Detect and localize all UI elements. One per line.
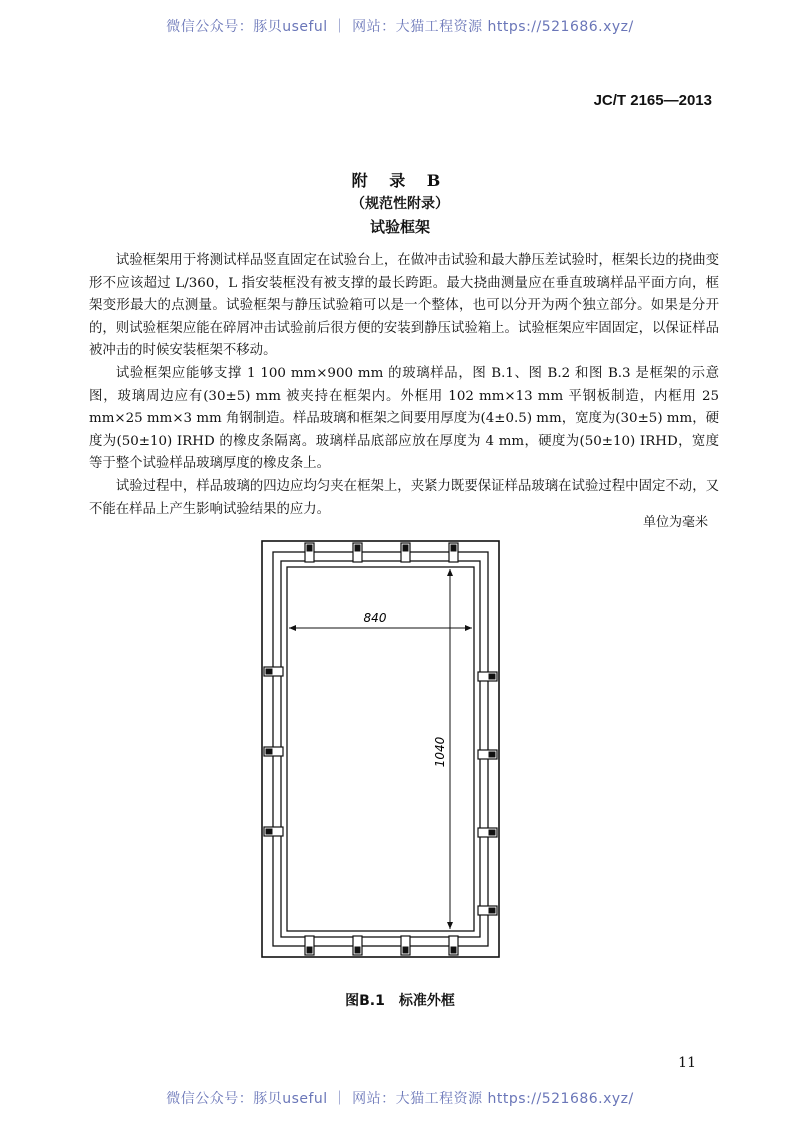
- clamp-left-2: [264, 747, 283, 756]
- clamp-right-3: [478, 828, 497, 837]
- figure-caption: 图B.1 标准外框: [345, 993, 455, 1009]
- clamp-top-2: [353, 543, 362, 562]
- clamp-top-1: [305, 543, 314, 562]
- height-dimension-label: 1040: [433, 736, 447, 768]
- clamp-bottom-3: [401, 936, 410, 955]
- paragraph-2: 试验框架应能够支撑 1 100 mm×900 mm 的玻璃样品，图 B.1、图 B.2 和图 B.3 是框架的示意图，玻璃周边应有(30±5) mm 被夹持在框架内。外框用 102 mm×13 mm 平钢板制造，内框用 25 mm×25 mm×3 mm 角钢制造。样品玻璃和框架之间要用厚度为(4±0.5) mm，宽度为(30±5) mm，硬度为(50±10) IRHD 的橡皮条隔离。玻璃样品底部应放在厚度为 4 mm，硬度为(50±10) IRHD，宽度等于整个试验样品玻璃厚度的橡皮条上。: [89, 365, 719, 472]
- clamp-top-3: [401, 543, 410, 562]
- appendix-name: 试验框架: [369, 218, 430, 236]
- watermark-top: 微信公众号：豚贝useful ｜ 网站：大猫工程资源 https://521686.xyz/: [166, 19, 634, 35]
- clamp-top-4: [449, 543, 458, 562]
- paragraph-1: 试验框架用于将测试样品竖直固定在试验台上，在做冲击试验和最大静压差试验时，框架长边的挠曲变形不应该超过 L/360，L 指安装框没有被支撑的最长跨距。最大挠曲测量应在垂直玻璃样品平面方向，框架变形最大的点测量。试验框架与静压试验箱可以是一个整体，也可以分开为两个独立部分。如果是分开的，则试验框架应能在碎屑冲击试验前后很方便的安装到静压试验箱上。试验框架应牢固固定，以保证样品被冲击的时候安装框架不移动。: [89, 253, 719, 359]
- clamp-right-4: [478, 906, 497, 915]
- width-dimension-label: 840: [363, 611, 387, 625]
- outer-frame-outer-edge: [262, 541, 499, 957]
- clamp-bottom-4: [449, 936, 458, 955]
- clamp-right-1: [478, 672, 497, 681]
- unit-note: 单位为毫米: [642, 515, 708, 530]
- watermark-bottom: 微信公众号：豚贝useful ｜ 网站：大猫工程资源 https://521686.xyz/: [166, 1091, 634, 1107]
- page-number: 11: [678, 1055, 696, 1071]
- clamp-bottom-2: [353, 936, 362, 955]
- paragraph-3: 试验过程中，样品玻璃的四边应均匀夹在框架上，夹紧力既要保证样品玻璃在试验过程中固定不动，又不能在样品上产生影响试验结果的应力。: [89, 478, 719, 517]
- clamp-left-3: [264, 827, 283, 836]
- appendix-subtitle: （规范性附录）: [351, 196, 449, 212]
- clamp-bottom-1: [305, 936, 314, 955]
- appendix-title: 附 录 B: [351, 171, 449, 190]
- clamp-left-1: [264, 667, 283, 676]
- clamp-right-2: [478, 750, 497, 759]
- standard-code: JC/T 2165—2013: [593, 92, 712, 109]
